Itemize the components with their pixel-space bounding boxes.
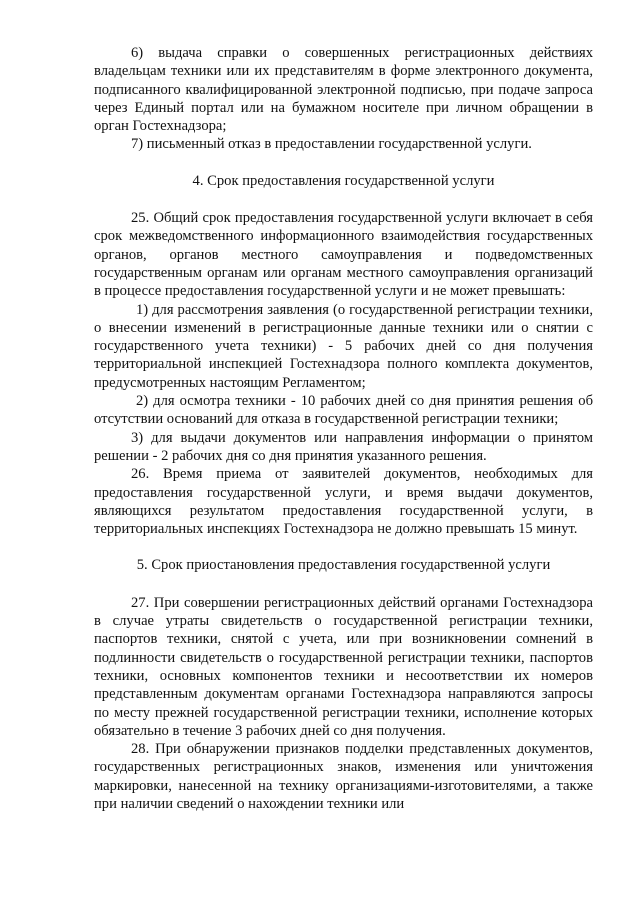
paragraph-25-2: 2) для осмотра техники - 10 рабочих дней со дня принятия решения об отсутствии оснований для отказа в государственной регистрации техники; (94, 393, 593, 428)
section-heading-4: 4. Срок предоставления государственной услуги (192, 172, 495, 189)
paragraph-item-6: 6) выдача справки о совершенных регистрационных действиях владельцам техники или их представителям в форме электронного документа, подписанного квалифицированной электронной подписью, при подаче запроса через Единый портал или на бумажном носителе при личном обращении в орган Гостехнадзора; (94, 45, 593, 135)
paragraph-28: 28. При обнаружении признаков подделки представленных документов, государственных регистрационных знаков, изменения или уничтожения маркировки, нанесенной на технику организациями-изготовителями, а также при наличии сведений о нахождении техники или (94, 741, 593, 812)
paragraph-26: 26. Время приема от заявителей документов, необходимых для предоставления государственной услуги, и время выдачи документов, являющихся результатом предоставления государственной услуги, в территориальных инспекциях Гостехнадзора не должно превышать 15 минут. (94, 466, 593, 538)
paragraph-27: 27. При совершении регистрационных действий органами Гостехнадзора в случае утраты свидетельств о государственной регистрации техники, паспортов техники, снятой с учета, или при возникновении сомнений в подлинности свидетельств о государственной регистрации техники, паспортов техники, основных компонентов техники и несоответствии их номеров представленным документам органами Гостехнадзора направляются запросы по месту прежней государственной регистрации техники, исполнение которых обязательно в течение 3 рабочих дней со дня получения. (94, 594, 593, 739)
paragraph-25-1: 1) для рассмотрения заявления (о государственной регистрации техники, о внесении изменений в регистрационные данные техники или о снятии с государственного учета техники) - 5 рабочих дней со дня получения территориальной инспекцией Гостехнадзора полного комплекта документов, предусмотренных настоящим Регламентом; (94, 301, 593, 391)
paragraph-25: 25. Общий срок предоставления государственной услуги включает в себя срок межведомственного информационного взаимодействия государственных органов, органов местного самоуправления и подведомственных государственным органам или органам местного самоуправления организаций в процессе предоставления государственной услуги и не может превышать: (94, 210, 593, 300)
section-heading-5: 5. Срок приостановления предоставления государственной услуги (136, 557, 551, 574)
paragraph-25-3: 3) для выдачи документов или направления информации о принятом решении - 2 рабочих дня со дня принятия указанного решения. (94, 429, 593, 464)
paragraph-item-7: 7) письменный отказ в предоставлении государственной услуги. (131, 136, 532, 153)
